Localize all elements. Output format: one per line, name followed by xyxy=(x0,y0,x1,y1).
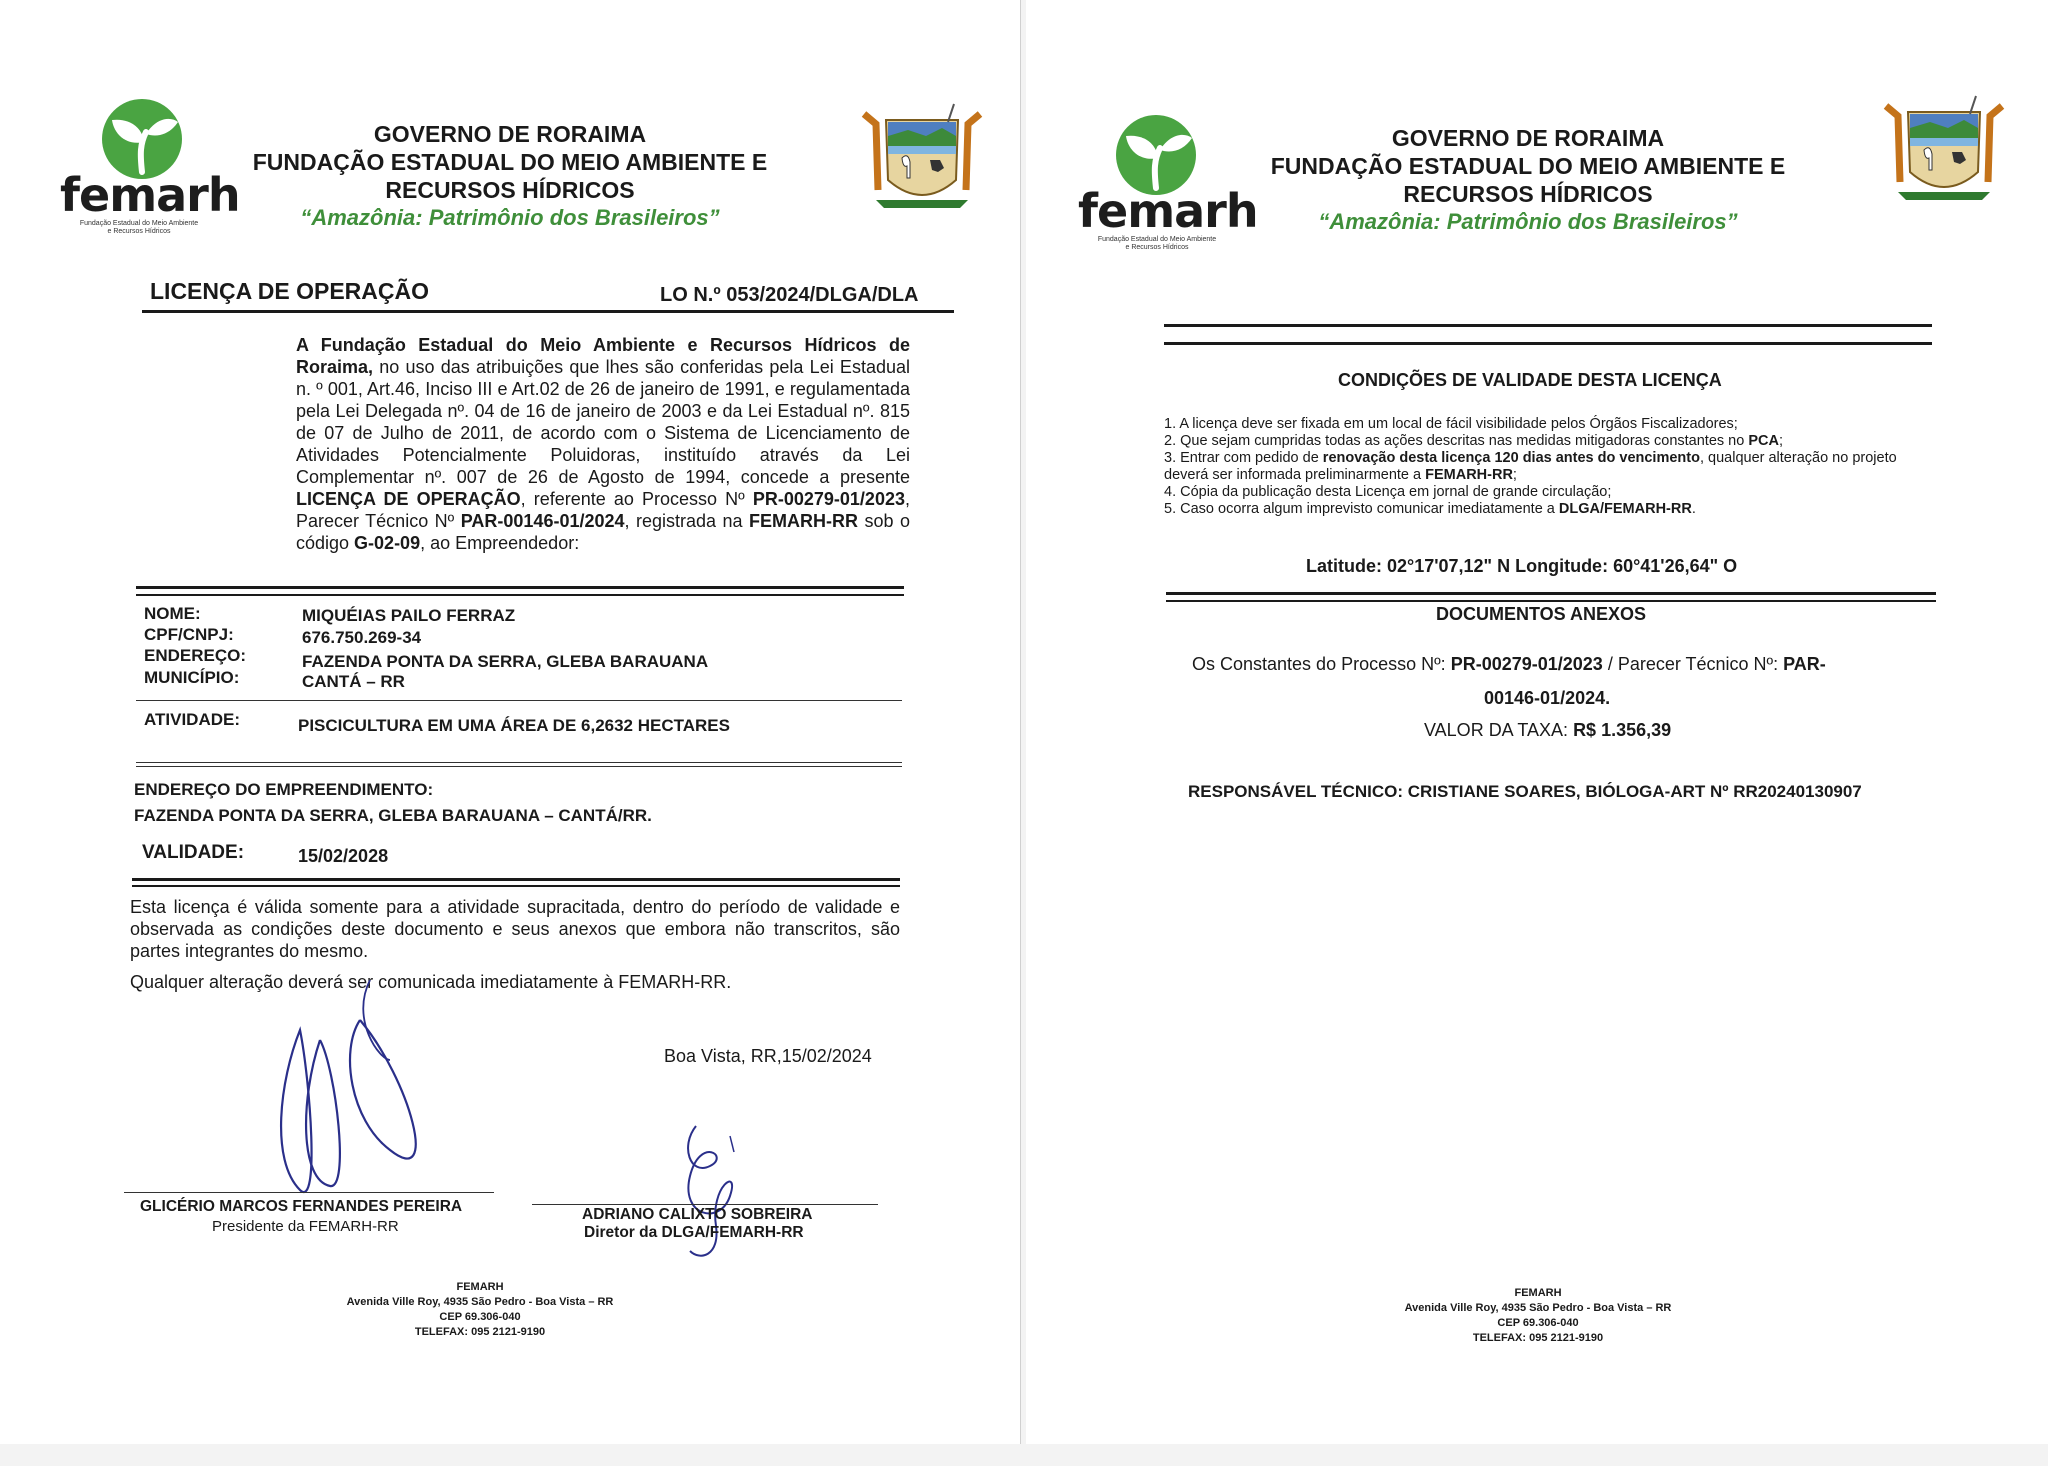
logo-wordmark: femarh xyxy=(60,168,240,222)
document-header xyxy=(230,120,790,232)
gov-name: GOVERNO DE RORAIMA xyxy=(1391,125,1665,151)
president-name: GLICÉRIO MARCOS FERNANDES PEREIRA xyxy=(140,1198,463,1215)
address-label: ENDEREÇO: xyxy=(144,646,247,665)
activity-label: ATIVIDADE: xyxy=(144,710,241,729)
name-value: MIQUÉIAS PAILO FERRAZ xyxy=(302,606,516,625)
foundation-name-2: RECURSOS HÍDRICOS xyxy=(1403,181,1653,207)
document-value: 676.750.269-34 xyxy=(302,628,422,647)
page-footer: FEMARH Avenida Ville Roy, 4935 São Pedro - Boa Vista – RR CEP 69.306-040 TELEFAX: 095 2121-9190 xyxy=(1404,1287,1672,1344)
logo-subtitle: Fundação Estadual do Meio Ambiente e Recursos Hídricos xyxy=(79,220,199,235)
enterprise-address-label: ENDEREÇO DO EMPREENDIMENTO: xyxy=(134,780,434,799)
president-role: Presidente da FEMARH-RR xyxy=(212,1218,399,1235)
address-value: FAZENDA PONTA DA SERRA, GLEBA BARAUANA xyxy=(302,652,709,671)
validity-divider xyxy=(132,878,900,881)
foundation-name-2: RECURSOS HÍDRICOS xyxy=(385,177,635,203)
logo-wordmark: femarh xyxy=(1078,184,1258,238)
logo-subtitle: Fundação Estadual do Meio Ambiente e Recursos Hídricos xyxy=(1097,236,1217,251)
conditions-divider xyxy=(1164,324,1932,327)
entrepreneur-divider-2 xyxy=(136,594,904,596)
validity-divider-2 xyxy=(132,885,900,887)
validity-value: 15/02/2028 xyxy=(298,846,389,866)
enterprise-address-value: FAZENDA PONTA DA SERRA, GLEBA BARAUANA – CANTÁ/RR. xyxy=(134,806,652,825)
fee-line: VALOR DA TAXA: R$ 1.356,39 xyxy=(1424,720,1672,740)
conditions-divider-2 xyxy=(1164,342,1932,345)
license-page-front xyxy=(0,0,1021,1444)
validity-paragraph: Esta licença é válida somente para a atividade supracitada, dentro do período de validade e observada as condições deste documento e seus anexos que embora não transcritos, são partes integrantes do mesmo. xyxy=(130,897,900,961)
name-label: NOME: xyxy=(144,604,201,623)
activity-value: PISCICULTURA EM UMA ÁREA DE 6,2632 HECTARES xyxy=(298,716,730,735)
activity-divider xyxy=(136,762,902,763)
annexes-title: DOCUMENTOS ANEXOS xyxy=(1436,604,1647,624)
page-footer: FEMARH Avenida Ville Roy, 4935 São Pedro - Boa Vista – RR CEP 69.306-040 TELEFAX: 095 2121-9190 xyxy=(346,1281,614,1338)
city-value: CANTÁ – RR xyxy=(302,672,405,691)
annexes-process-line: Os Constantes do Processo Nº: PR-00279-01/2023 / Parecer Técnico Nº: PAR- xyxy=(1192,654,1826,674)
license-title: LICENÇA DE OPERAÇÃO xyxy=(150,278,429,304)
license-number: LO N.º 053/2024/DLGA/DLA xyxy=(660,284,919,306)
license-page-back xyxy=(1026,0,2048,1444)
president-signature xyxy=(240,960,440,1210)
condition-3: 3. Entrar com pedido de renovação desta licença 120 dias antes do vencimento, qualquer alteração no projeto deverá ser informada preliminarmente a FEMARH-RR; xyxy=(1164,450,1897,483)
director-role: Diretor da DLGA/FEMARH-RR xyxy=(584,1224,804,1241)
city-divider xyxy=(136,700,902,701)
place-date: Boa Vista, RR,15/02/2024 xyxy=(664,1046,872,1066)
motto: “Amazônia: Patrimônio dos Brasileiros” xyxy=(300,205,720,230)
motto: “Amazônia: Patrimônio dos Brasileiros” xyxy=(1318,209,1738,234)
validity-label: VALIDADE: xyxy=(142,842,245,863)
conditions-list xyxy=(1164,416,1944,518)
condition-5: 5. Caso ocorra algum imprevisto comunicar imediatamente a DLGA/FEMARH-RR. xyxy=(1164,501,1696,517)
annexes-divider-2 xyxy=(1166,600,1936,602)
document-label: CPF/CNPJ: xyxy=(144,625,234,644)
annexes-opinion-line: 00146-01/2024. xyxy=(1484,688,1611,708)
director-signature-line xyxy=(532,1204,878,1205)
coordinates: Latitude: 02°17'07,12" N Longitude: 60°41'26,64" O xyxy=(1306,556,1738,576)
document-header xyxy=(1248,124,1808,236)
roraima-coat-of-arms-icon xyxy=(1878,92,2010,212)
activity-divider-2 xyxy=(136,766,902,767)
foundation-name-1: FUNDAÇÃO ESTADUAL DO MEIO AMBIENTE E xyxy=(252,149,768,175)
condition-4: 4. Cópia da publicação desta Licença em jornal de grande circulação; xyxy=(1164,484,1612,500)
director-signature xyxy=(660,1116,770,1266)
director-name: ADRIANO CALIXTO SOBREIRA xyxy=(582,1206,813,1223)
president-signature-line xyxy=(124,1192,494,1193)
city-label: MUNICÍPIO: xyxy=(144,668,240,687)
entrepreneur-divider xyxy=(136,586,904,589)
conditions-title: CONDIÇÕES DE VALIDADE DESTA LICENÇA xyxy=(1338,370,1722,390)
condition-2: 2. Que sejam cumpridas todas as ações descritas nas medidas mitigadoras constantes no PCA; xyxy=(1164,433,1783,449)
change-notice: Qualquer alteração deverá ser comunicada imediatamente à FEMARH-RR. xyxy=(130,972,732,992)
license-intro-paragraph: A Fundação Estadual do Meio Ambiente e Recursos Hídricos de Roraima, no uso das atribuições que lhes são conferidas pela Lei Estadual n. º 001, Art.46, Inciso III e Art.02 de 26 de janeiro de 1991, e regulamentada pela Lei Delegada nº. 04 de 16 de janeiro de 2003 e da Lei Estadual nº. 815 de 07 de Julho de 2011, de acordo com o Sistema de Licenciamento de Atividades Potencialmente Poluidoras, instituído através da Lei Complementar nº. 007 de 26 de Agosto de 1994, concede a presente LICENÇA DE OPERAÇÃO, referente ao Processo Nº PR-00279-01/2023, Parecer Técnico Nº PAR-00146-01/2024, registrada na FEMARH-RR sob o código G-02-09, ao Empreendedor: xyxy=(296,335,910,553)
title-divider xyxy=(142,310,954,313)
gov-name: GOVERNO DE RORAIMA xyxy=(373,121,647,147)
technician-line: RESPONSÁVEL TÉCNICO: CRISTIANE SOARES, BIÓLOGA-ART Nº RR20240130907 xyxy=(1188,782,1862,801)
condition-1: 1. A licença deve ser fixada em um local de fácil visibilidade pelos Órgãos Fiscalizadores; xyxy=(1164,416,1738,432)
foundation-name-1: FUNDAÇÃO ESTADUAL DO MEIO AMBIENTE E xyxy=(1270,153,1786,179)
roraima-coat-of-arms-icon xyxy=(856,100,988,220)
annexes-divider xyxy=(1166,592,1936,595)
